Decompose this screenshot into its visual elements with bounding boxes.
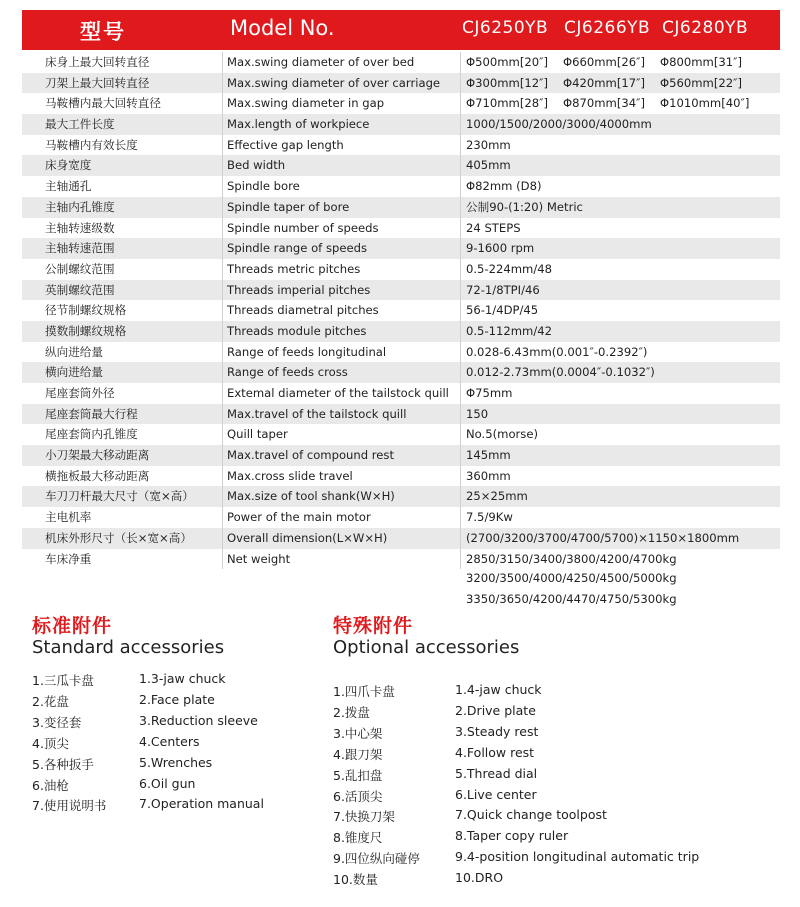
accessory-item-cn: 9.四位纵向碰停 [333, 851, 420, 867]
spec-row [22, 259, 780, 280]
accessory-item-en: 1.4-jaw chuck [455, 682, 542, 697]
spec-label-cn: 尾座套筒外径 [45, 386, 115, 400]
accessory-item-en: 6.Live center [455, 786, 537, 802]
spec-row [22, 176, 780, 197]
accessory-item-cn: 1.三瓜卡盘 [32, 673, 94, 688]
spec-row [22, 362, 780, 383]
spec-label-cn: 主轴通孔 [45, 179, 92, 194]
accessory-item-cn: 6.油枪 [32, 777, 69, 793]
spec-row [22, 218, 780, 239]
spec-value: 25×25mm [466, 489, 528, 504]
accessory-item-cn: 1.四爪卡盘 [333, 684, 395, 699]
spec-label-cn: 马鞍槽内最大回转直径 [45, 96, 161, 111]
spec-value: Φ75mm [466, 386, 513, 400]
column-divider [460, 321, 461, 342]
spec-label-cn: 主轴内孔锥度 [45, 199, 115, 214]
spec-label-en: Range of feeds longitudinal [227, 344, 387, 359]
column-divider [460, 73, 461, 94]
spec-label-en: Max.size of tool shank(W×H) [227, 489, 395, 504]
optional-accessories-title-cn: 特殊附件 [333, 615, 414, 637]
spec-row [22, 135, 780, 156]
spec-label-en: Max.swing diameter in gap [227, 96, 385, 111]
spec-value: 公制90-(1:20) Metric [466, 199, 583, 214]
spec-row [22, 383, 780, 404]
accessory-item-en: 5.Thread dial [455, 765, 538, 781]
spec-value: (2700/3200/3700/4700/5700)×1150×1800mm [466, 530, 740, 545]
spec-value-model-1: Φ300mm[12″] [466, 75, 548, 90]
header-model-en: Model No. [230, 16, 335, 40]
spec-label-en: Threads metric pitches [227, 261, 361, 276]
spec-value-model-3: Φ800mm[31″] [660, 55, 742, 69]
column-divider [460, 466, 461, 487]
column-divider [460, 135, 461, 156]
spec-value: 56-1/4DP/45 [466, 303, 539, 318]
spec-value: 405mm [466, 158, 511, 173]
column-divider [460, 197, 461, 218]
spec-value-model-3: Φ560mm[22″] [660, 75, 742, 90]
column-divider [222, 218, 223, 239]
accessory-item-cn: 7.快换刀架 [333, 809, 395, 825]
spec-row [22, 238, 780, 259]
column-divider [460, 362, 461, 383]
spec-label-en: Quill taper [227, 427, 288, 442]
column-divider [460, 176, 461, 197]
accessory-item-en: 8.Taper copy ruler [455, 828, 569, 844]
standard-accessories-title-cn: 标准附件 [32, 615, 113, 637]
spec-value: 150 [466, 406, 489, 421]
spec-row [22, 73, 780, 94]
column-divider [222, 528, 223, 549]
column-divider [222, 507, 223, 528]
spec-label-en: Effective gap length [227, 137, 344, 152]
column-divider [222, 93, 223, 114]
spec-label-en: Threads imperial pitches [227, 282, 371, 297]
column-divider [460, 507, 461, 528]
accessory-item-en: 7.Quick change toolpost [455, 807, 607, 823]
spec-value: 2850/3150/3400/3800/4200/4700kg [466, 551, 677, 566]
column-divider [222, 197, 223, 218]
spec-value: 72-1/8TPI/46 [466, 282, 540, 297]
column-divider [222, 383, 223, 404]
spec-label-en: Max.cross slide travel [227, 468, 353, 483]
spec-row [22, 507, 780, 528]
spec-row [22, 155, 780, 176]
column-divider [222, 445, 223, 466]
spec-row [22, 321, 780, 342]
header-model-cn: 型号 [80, 20, 126, 44]
accessory-item-en: 2.Drive plate [455, 702, 536, 718]
column-divider [460, 114, 461, 135]
spec-label-cn: 公制螺纹范围 [45, 261, 115, 276]
column-divider [222, 486, 223, 507]
spec-value: 9-1600 rpm [466, 241, 535, 256]
spec-row [22, 445, 780, 466]
column-divider [460, 218, 461, 239]
spec-label-cn: 最大工件长度 [45, 117, 115, 132]
spec-label-cn: 机床外形尺寸（长×宽×高） [45, 530, 192, 545]
spec-value: 0.028-6.43mm(0.001″-0.2392″) [466, 344, 648, 359]
column-divider [222, 176, 223, 197]
spec-value-model-2: Φ870mm[34″] [563, 96, 645, 111]
column-divider [222, 73, 223, 94]
spec-row [22, 404, 780, 425]
accessory-item-en: 3.Steady rest [455, 723, 539, 739]
column-divider [222, 321, 223, 342]
column-divider [460, 342, 461, 363]
spec-row [22, 300, 780, 321]
spec-label-en: Overall dimension(L×W×H) [227, 530, 388, 545]
header-model-3: CJ6280YB [662, 18, 749, 38]
spec-label-en: Net weight [227, 551, 291, 566]
column-divider [460, 259, 461, 280]
spec-label-cn: 马鞍槽内有效长度 [45, 137, 138, 152]
column-divider [222, 238, 223, 259]
accessory-item-cn: 10.数量 [333, 872, 378, 888]
spec-label-cn: 主轴转速范围 [45, 241, 115, 256]
spec-label-en: Spindle number of speeds [227, 220, 379, 235]
spec-label-cn: 床身上最大回转直径 [45, 55, 150, 69]
spec-label-en: Spindle bore [227, 179, 300, 194]
spec-row [22, 280, 780, 301]
spec-value: No.5(morse) [466, 427, 538, 442]
spec-label-en: Max.swing diameter of over carriage [227, 75, 441, 90]
column-divider [222, 466, 223, 487]
column-divider [222, 549, 223, 570]
spec-label-en: Spindle range of speeds [227, 241, 368, 256]
accessory-item-en: 9.4-position longitudinal automatic trip [455, 849, 700, 865]
spec-label-cn: 英制螺纹范围 [45, 282, 115, 297]
optional-accessories-title-en: Optional accessories [333, 637, 520, 658]
accessory-item-cn: 4.顶尖 [32, 735, 69, 751]
accessory-item-en: 3.Reduction sleeve [139, 712, 258, 728]
header-model-1: CJ6250YB [462, 18, 549, 38]
column-divider [460, 424, 461, 445]
spec-label-cn: 车床净重 [45, 551, 92, 566]
spec-label-en: Max.swing diameter of over bed [227, 55, 415, 69]
spec-row [22, 528, 780, 549]
accessory-item-en: 5.Wrenches [139, 754, 213, 770]
spec-value-model-3: Φ1010mm[40″] [660, 96, 750, 111]
accessory-item-en: 10.DRO [455, 870, 504, 886]
spec-value: 360mm [466, 468, 511, 483]
column-divider [222, 300, 223, 321]
accessory-item-cn: 4.跟刀架 [333, 746, 383, 762]
spec-value: 0.5-224mm/48 [466, 261, 552, 276]
spec-label-cn: 小刀架最大移动距离 [45, 448, 150, 463]
column-divider [222, 114, 223, 135]
spec-label-cn: 尾座套筒内孔锥度 [45, 427, 138, 442]
column-divider [460, 52, 461, 73]
spec-label-cn: 车刀刀杆最大尺寸（宽×高） [45, 489, 194, 504]
spec-value-model-2: Φ660mm[26″] [563, 55, 645, 69]
spec-label-cn: 主轴转速级数 [45, 220, 115, 235]
spec-table [22, 52, 780, 569]
spec-label-cn: 径节制螺纹规格 [45, 303, 127, 318]
spec-row [22, 549, 780, 570]
spec-label-en: Power of the main motor [227, 510, 371, 525]
spec-value-model-2: Φ420mm[17″] [563, 75, 645, 90]
spec-value: 7.5/9Kw [466, 510, 513, 525]
net-weight-line: 3350/3650/4200/4470/4750/5300kg [466, 592, 677, 606]
accessory-item-cn: 7.使用说明书 [32, 798, 107, 814]
column-divider [222, 362, 223, 383]
column-divider [460, 300, 461, 321]
spec-label-en: Threads module pitches [227, 323, 367, 338]
accessory-item-en: 4.Follow rest [455, 744, 535, 760]
spec-label-cn: 尾座套筒最大行程 [45, 406, 138, 421]
spec-label-cn: 纵向进给量 [45, 344, 103, 359]
spec-label-en: Threads diametral pitches [227, 303, 379, 318]
spec-row [22, 424, 780, 445]
spec-value: 230mm [466, 137, 511, 152]
accessory-item-en: 6.Oil gun [139, 775, 196, 791]
accessory-item-cn: 6.活顶尖 [333, 788, 383, 804]
spec-label-en: Max.travel of the tailstock quill [227, 406, 407, 421]
spec-label-cn: 床身宽度 [45, 158, 92, 173]
spec-row [22, 93, 780, 114]
accessory-item-en: 7.Operation manual [139, 796, 264, 812]
accessory-item-cn: 2.拨盘 [333, 704, 370, 720]
spec-label-cn: 横拖板最大移动距离 [45, 468, 150, 483]
column-divider [222, 342, 223, 363]
spec-label-cn: 主电机率 [45, 510, 92, 525]
column-divider [460, 549, 461, 570]
spec-value: 0.012-2.73mm(0.0004″-0.1032″) [466, 365, 655, 380]
spec-row [22, 114, 780, 135]
column-divider [460, 404, 461, 425]
spec-value: 24 STEPS [466, 220, 521, 235]
spec-row [22, 486, 780, 507]
spec-label-en: Max.length of workpiece [227, 117, 370, 132]
accessory-item-en: 2.Face plate [139, 691, 215, 707]
spec-label-en: Max.travel of compound rest [227, 448, 395, 463]
accessory-item-cn: 2.花盘 [32, 693, 69, 709]
column-divider [222, 155, 223, 176]
column-divider [460, 486, 461, 507]
column-divider [222, 404, 223, 425]
spec-label-en: Range of feeds cross [227, 365, 348, 380]
spec-value-model-1: Φ500mm[20″] [466, 55, 548, 69]
column-divider [222, 424, 223, 445]
column-divider [460, 155, 461, 176]
header-model-2: CJ6266YB [564, 18, 651, 38]
accessory-item-cn: 3.变径套 [32, 714, 82, 730]
column-divider [460, 238, 461, 259]
column-divider [460, 445, 461, 466]
column-divider [460, 528, 461, 549]
spec-value: 0.5-112mm/42 [466, 323, 552, 338]
accessory-item-cn: 3.中心架 [333, 725, 383, 741]
spec-label-cn: 横向进给量 [45, 365, 103, 380]
column-divider [460, 93, 461, 114]
spec-label-en: Extemal diameter of the tailstock quill [227, 386, 449, 400]
spec-table-header [22, 10, 780, 50]
spec-row [22, 342, 780, 363]
column-divider [460, 383, 461, 404]
spec-label-en: Bed width [227, 158, 286, 173]
accessory-item-cn: 5.乱扣盘 [333, 767, 383, 783]
standard-accessories-title-en: Standard accessories [32, 637, 225, 658]
spec-value: 1000/1500/2000/3000/4000mm [466, 117, 652, 132]
spec-label-cn: 刀架上最大回转直径 [45, 75, 150, 90]
column-divider [222, 135, 223, 156]
net-weight-line: 3200/3500/4000/4250/4500/5000kg [466, 571, 677, 585]
column-divider [460, 280, 461, 301]
spec-row [22, 52, 780, 73]
spec-row [22, 466, 780, 487]
spec-value: Φ82mm (D8) [466, 179, 542, 194]
accessory-item-en: 1.3-jaw chuck [139, 671, 226, 686]
accessory-item-en: 4.Centers [139, 733, 200, 749]
spec-row [22, 197, 780, 218]
accessory-item-cn: 5.各种扳手 [32, 756, 94, 772]
spec-label-cn: 摸数制螺纹规格 [45, 323, 127, 338]
column-divider [222, 280, 223, 301]
column-divider [222, 52, 223, 73]
spec-value: 145mm [466, 448, 511, 463]
spec-value-model-1: Φ710mm[28″] [466, 96, 548, 111]
accessory-item-cn: 8.锥度尺 [333, 830, 383, 846]
column-divider [222, 259, 223, 280]
spec-label-en: Spindle taper of bore [227, 199, 350, 214]
